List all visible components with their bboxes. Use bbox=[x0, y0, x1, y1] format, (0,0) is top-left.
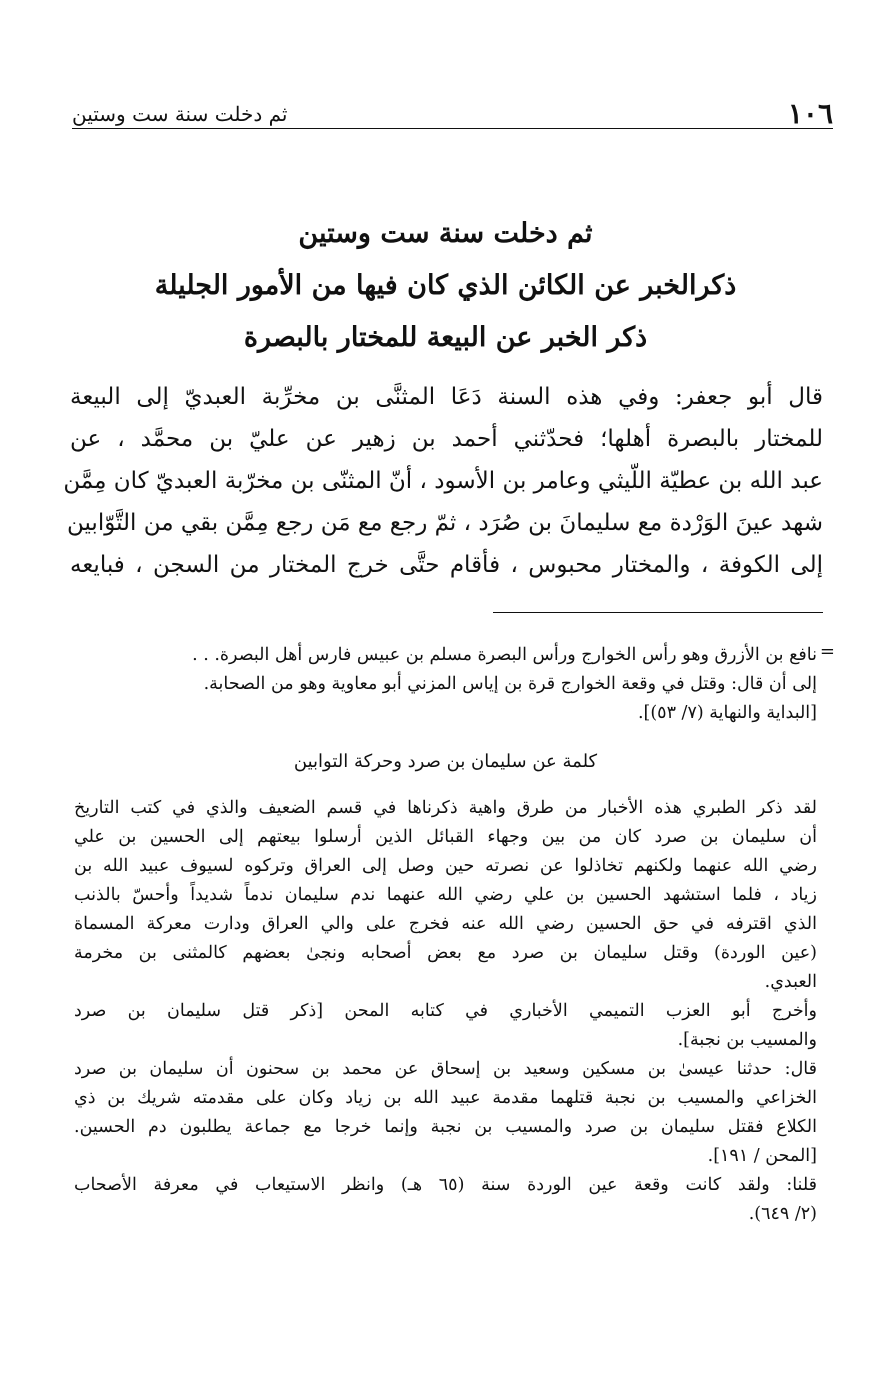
footnote-line: نافع بن الأزرق وهو رأس الخوارج ورأس البصرة مسلم بن عبيس فارس أهل البصرة. . . bbox=[192, 645, 817, 665]
footnote-line: والمسيب بن نجبة]. bbox=[677, 1030, 817, 1050]
footnote-line: العبدي. bbox=[764, 972, 817, 992]
footnote-paragraph bbox=[74, 997, 817, 1055]
footnote-line: (٢/ ٦٤٩). bbox=[748, 1204, 817, 1224]
footnote-continuation-mark: = bbox=[819, 641, 835, 662]
footnote-line: (عين الوردة) وقتل سليمان بن صرد مع بعض أصحابه ونجىٰ بعضهم كالمثنى بن مخرمة bbox=[74, 943, 817, 963]
footnote-line: قلنا: ولقد كانت وقعة عين الوردة سنة (٦٥ هـ) وانظر الاستيعاب في معرفة الأصحاب bbox=[74, 1175, 818, 1195]
footnote-line: الذي اقترفه في حق الحسين رضي الله عنه فخرج على والي العراق ودارت معركة المسماة bbox=[74, 914, 817, 934]
footnote-line: [البداية والنهاية (٧/ ٥٣)]. bbox=[637, 703, 817, 723]
footnote-line: زياد ، فلما استشهد الحسين بن علي رضي الله عنهما ندم سليمان ندماً شديداً وأحسّ بالذنب bbox=[74, 885, 817, 905]
running-header bbox=[72, 88, 833, 128]
footnote-line: إلى أن قال: وقتل في وقعة الخوارج قرة بن إياس المزني أبو معاوية وهو من الصحابة. bbox=[203, 674, 817, 694]
main-text-line: قال أبو جعفر: وفي هذه السنة دَعَا المثنَّى بن مخرِّبة العبديّ إلى البيعة bbox=[70, 384, 823, 410]
footnote-line: وأخرج أبو العزب التميمي الأخباري في كتابه المحن [ذكر قتل سليمان بن صرد bbox=[74, 1001, 817, 1021]
section-title: ذكرالخبر عن الكائن الذي كان فيها من الأمور الجليلة bbox=[154, 270, 737, 301]
running-title: ثم دخلت سنة ست وستين bbox=[72, 102, 288, 126]
main-text-line: عبد الله بن عطيّة اللّيثي وعامر بن الأسود ، أنّ المثنّى بن مخرّبة العبديّ كان مِمَّن bbox=[63, 468, 823, 494]
main-text-line: للمختار بالبصرة أهلها؛ فحدّثني أحمد بن زهير عن عليّ بن محمَّد ، عن bbox=[70, 426, 823, 452]
page-number: ١٠٦ bbox=[787, 97, 833, 130]
footnote-line: رضي الله عنهما ولكنهم تخاذلوا عن نصرته حين وصل إلى العراق وتركوه لسيوف عبيد الله بن bbox=[74, 856, 817, 876]
footnote-subheading: كلمة عن سليمان بن صرد وحركة التوابين bbox=[293, 751, 598, 772]
footnote-line: الخزاعي والمسيب بن نجبة قتلهما مقدمة عبيد الله بن زياد وكان على مقدمته شريك بن ذي bbox=[74, 1088, 817, 1108]
main-text-line: إلى الكوفة ، والمختار محبوس ، فأقام حتَّى خرج المختار من السجن ، فبايعه bbox=[70, 552, 823, 578]
footnote-paragraph bbox=[74, 1171, 817, 1229]
header-rule bbox=[72, 128, 833, 129]
footnote-line: أن سليمان بن صرد كان من بين وجهاء القبائل الذين أرسلوا بيعتهم إلى الحسين بن علي bbox=[74, 827, 817, 847]
footnote-line: [المحن / ١٩١]. bbox=[707, 1146, 817, 1166]
chapter-titles bbox=[60, 208, 831, 364]
footnote-line: قال: حدثنا عيسىٰ بن مسكين وسعيد بن إسحاق عن محمد بن سحنون أن سليمان بن صرد bbox=[74, 1059, 817, 1079]
subsection-title: ذكر الخبر عن البيعة للمختار بالبصرة bbox=[243, 322, 648, 353]
footnote-rule bbox=[493, 612, 823, 613]
main-text bbox=[63, 376, 823, 586]
chapter-title: ثم دخلت سنة ست وستين bbox=[298, 218, 593, 249]
footnote-line: لقد ذكر الطبري هذه الأخبار من طرق واهية ذكرناها في قسم الضعيف والذي في كتب التاريخ bbox=[74, 798, 817, 818]
footnote-paragraph bbox=[74, 794, 817, 997]
main-text-line: شهد عينَ الوَرْدة مع سليمانَ بن صُرَد ، ثمّ رجع مع مَن رجع مِمَّن بقي من التَّوّابين bbox=[66, 510, 823, 536]
footnotes bbox=[74, 641, 817, 1229]
footnote-paragraph bbox=[74, 1055, 817, 1171]
footnote-line: الكلاع فقتل سليمان بن صرد والمسيب بن نجبة وإنما خرجا مع جماعة يطلبون دم الحسين. bbox=[74, 1117, 817, 1137]
